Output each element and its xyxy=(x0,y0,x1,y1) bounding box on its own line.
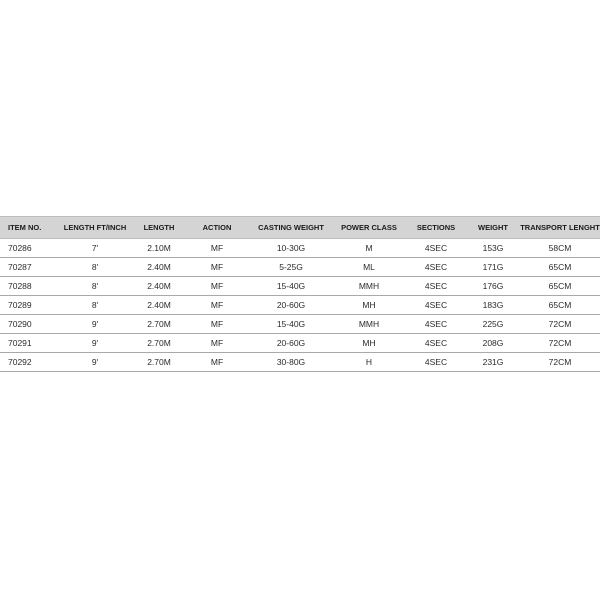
cell-power-class: MMH xyxy=(332,315,406,334)
header-weight: WEIGHT xyxy=(466,217,520,239)
cell-length: 2.70M xyxy=(134,315,184,334)
cell-length: 2.70M xyxy=(134,334,184,353)
cell-transport-length: 72CM xyxy=(520,334,600,353)
cell-item-no: 70287 xyxy=(0,258,56,277)
cell-length-ft-inch: 8' xyxy=(56,277,134,296)
cell-casting-weight: 10-30G xyxy=(250,239,332,258)
cell-sections: 4SEC xyxy=(406,353,466,372)
cell-casting-weight: 5-25G xyxy=(250,258,332,277)
cell-transport-length: 72CM xyxy=(520,353,600,372)
header-action: ACTION xyxy=(184,217,250,239)
cell-transport-length: 58CM xyxy=(520,239,600,258)
cell-length: 2.70M xyxy=(134,353,184,372)
cell-weight: 183G xyxy=(466,296,520,315)
table-row xyxy=(0,353,600,372)
cell-weight: 176G xyxy=(466,277,520,296)
cell-transport-length: 65CM xyxy=(520,258,600,277)
cell-action: MF xyxy=(184,334,250,353)
cell-casting-weight: 15-40G xyxy=(250,315,332,334)
table-row xyxy=(0,258,600,277)
header-row xyxy=(0,217,600,239)
cell-length-ft-inch: 9' xyxy=(56,353,134,372)
cell-sections: 4SEC xyxy=(406,277,466,296)
cell-weight: 225G xyxy=(466,315,520,334)
cell-action: MF xyxy=(184,353,250,372)
cell-power-class: M xyxy=(332,239,406,258)
cell-length: 2.40M xyxy=(134,296,184,315)
spec-table xyxy=(0,216,600,372)
header-item-no: ITEM NO. xyxy=(0,217,56,239)
table-header xyxy=(0,217,600,239)
cell-action: MF xyxy=(184,315,250,334)
cell-transport-length: 72CM xyxy=(520,315,600,334)
cell-power-class: MH xyxy=(332,296,406,315)
header-power-class: POWER CLASS xyxy=(332,217,406,239)
table-body xyxy=(0,239,600,372)
cell-length: 2.40M xyxy=(134,277,184,296)
cell-weight: 231G xyxy=(466,353,520,372)
cell-length-ft-inch: 9' xyxy=(56,334,134,353)
header-transport-length: TRANSPORT LENGHT xyxy=(520,217,600,239)
table-row xyxy=(0,296,600,315)
header-sections: SECTIONS xyxy=(406,217,466,239)
cell-action: MF xyxy=(184,239,250,258)
cell-action: MF xyxy=(184,258,250,277)
cell-length: 2.40M xyxy=(134,258,184,277)
cell-casting-weight: 20-60G xyxy=(250,296,332,315)
cell-sections: 4SEC xyxy=(406,258,466,277)
cell-item-no: 70290 xyxy=(0,315,56,334)
cell-item-no: 70286 xyxy=(0,239,56,258)
cell-sections: 4SEC xyxy=(406,315,466,334)
cell-casting-weight: 30-80G xyxy=(250,353,332,372)
cell-casting-weight: 20-60G xyxy=(250,334,332,353)
cell-length: 2.10M xyxy=(134,239,184,258)
table-row xyxy=(0,334,600,353)
cell-power-class: MMH xyxy=(332,277,406,296)
cell-length-ft-inch: 7' xyxy=(56,239,134,258)
cell-transport-length: 65CM xyxy=(520,277,600,296)
cell-item-no: 70288 xyxy=(0,277,56,296)
cell-action: MF xyxy=(184,277,250,296)
cell-item-no: 70289 xyxy=(0,296,56,315)
table-row xyxy=(0,315,600,334)
cell-power-class: MH xyxy=(332,334,406,353)
cell-length-ft-inch: 8' xyxy=(56,296,134,315)
cell-weight: 208G xyxy=(466,334,520,353)
cell-transport-length: 65CM xyxy=(520,296,600,315)
cell-item-no: 70292 xyxy=(0,353,56,372)
cell-sections: 4SEC xyxy=(406,239,466,258)
header-casting-weight: CASTING WEIGHT xyxy=(250,217,332,239)
table-row xyxy=(0,277,600,296)
header-length: LENGTH xyxy=(134,217,184,239)
cell-item-no: 70291 xyxy=(0,334,56,353)
cell-weight: 153G xyxy=(466,239,520,258)
cell-weight: 171G xyxy=(466,258,520,277)
header-length-ft-inch: LENGTH FT/INCH xyxy=(56,217,134,239)
cell-sections: 4SEC xyxy=(406,296,466,315)
cell-action: MF xyxy=(184,296,250,315)
cell-casting-weight: 15-40G xyxy=(250,277,332,296)
cell-length-ft-inch: 8' xyxy=(56,258,134,277)
cell-sections: 4SEC xyxy=(406,334,466,353)
cell-power-class: ML xyxy=(332,258,406,277)
cell-power-class: H xyxy=(332,353,406,372)
table-row xyxy=(0,239,600,258)
cell-length-ft-inch: 9' xyxy=(56,315,134,334)
